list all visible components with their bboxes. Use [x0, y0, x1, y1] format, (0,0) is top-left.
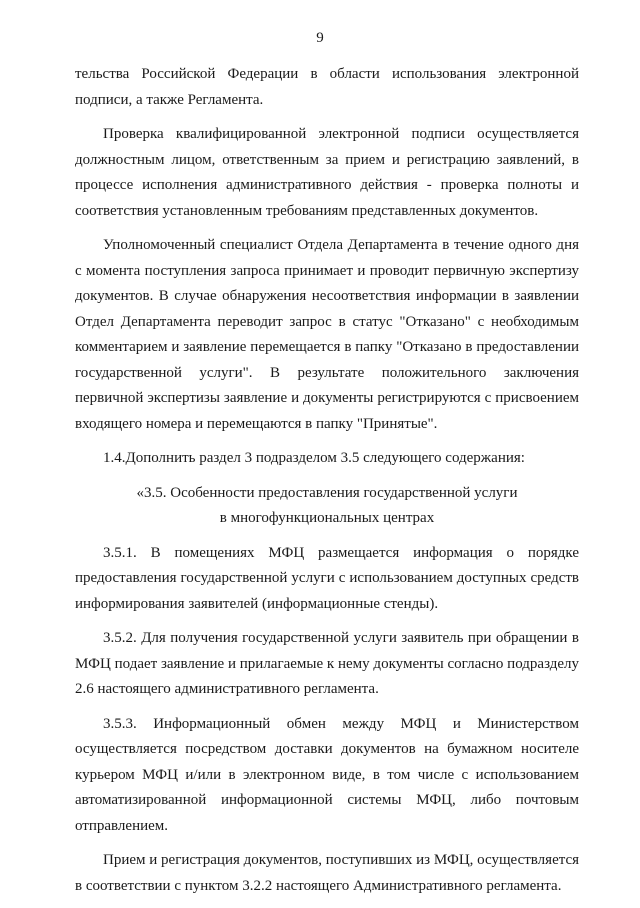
section-heading-line-2: в многофункциональных центрах — [219, 510, 435, 526]
section-heading — [75, 481, 579, 532]
paragraph-signature-check: Проверка квалифицированной электронной подписи осуществляется должностным лицом, ответственным за прием и регистрацию заявлений, в процессе исполнения административного действия - проверка полноты и соответствия установленным требованиям представленных документов. — [75, 126, 579, 219]
paragraph-3-5-3: 3.5.3. Информационный обмен между МФЦ и Министерством осуществляется посредством доставки документов на бумажном носителе курьером МФЦ и/или в электронном виде, в том числе с использованием автоматизированной информационной системы МФЦ, либо почтовым отправлением. — [75, 715, 579, 834]
section-heading-line-1: «3.5. Особенности предоставления государственной услуги — [136, 484, 518, 501]
page-number: 9 — [316, 30, 324, 46]
document-body — [75, 62, 579, 908]
paragraph-3-5-1: 3.5.1. В помещениях МФЦ размещается информация о порядке предоставления государственной услуги с использованием доступных средств информирования заявителей (информационные стенды). — [75, 544, 579, 612]
paragraph-amendment-1-4: 1.4.Дополнить раздел 3 подразделом 3.5 следующего содержания: — [103, 450, 525, 466]
paragraph-3-5-2: 3.5.2. Для получения государственной услуги заявитель при обращении в МФЦ подает заявление и прилагаемые к нему документы согласно подразделу 2.6 настоящего административного регламента. — [75, 630, 579, 697]
paragraph-continuation: тельства Российской Федерации в области использования электронной подписи, а также Регламента. — [75, 66, 579, 108]
paragraph-specialist-review: Уполномоченный специалист Отдела Департамента в течение одного дня с момента поступления запроса принимает и проводит первичную экспертизу документов. В случае обнаружения несоответствия информации в заявлении Отдел Департамента переводит запрос в статус "Отказано" с необходимым комментарием и заявление перемещается в папку "Отказано в предоставлении государственной услуги". В результате положительного заключения первичной экспертизы заявление и документы регистрируются с присвоением входящего номера и перемещаются в папку "Принятые". — [75, 237, 579, 432]
paragraph-registration: Прием и регистрация документов, поступивших из МФЦ, осуществляется в соответствии с пунктом 3.2.2 настоящего Административного регламента. — [75, 852, 580, 894]
